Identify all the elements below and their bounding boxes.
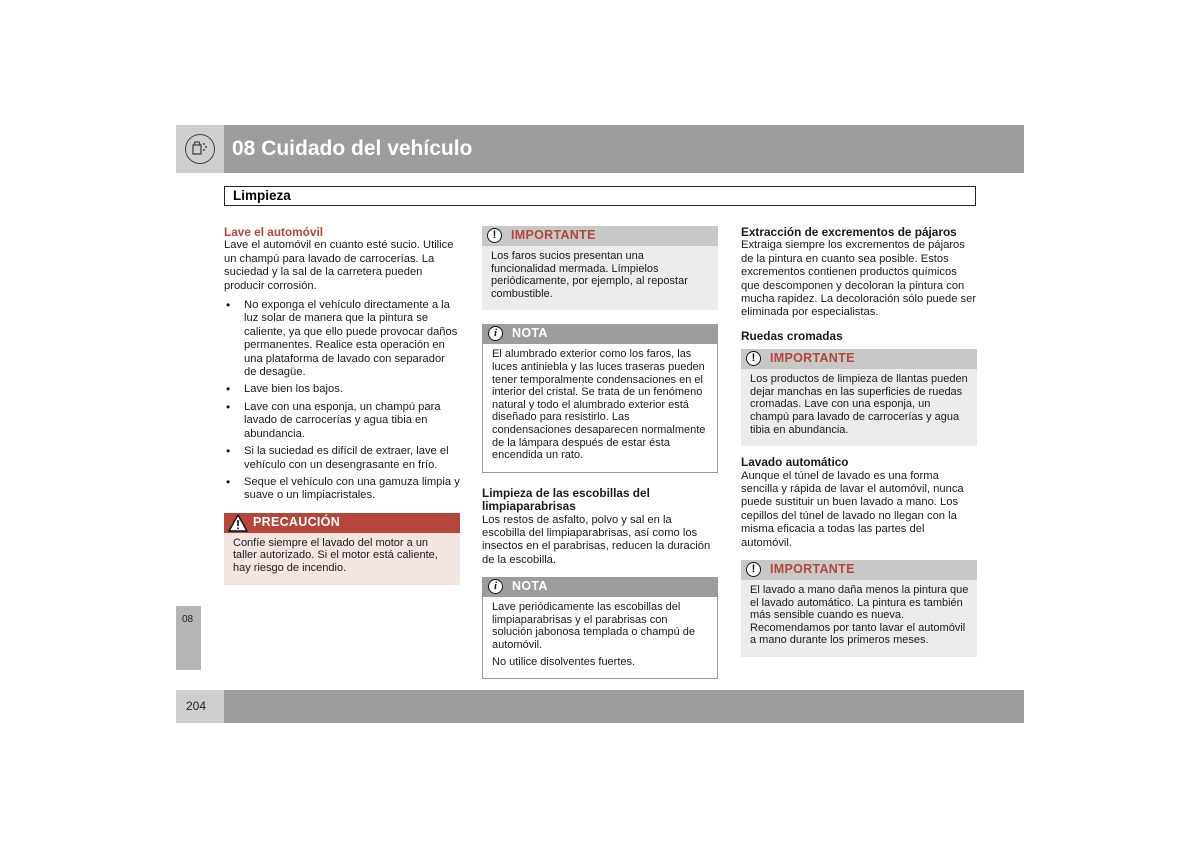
exclamation-icon: ! <box>746 351 761 366</box>
note-text: No utilice disolventes fuertes. <box>492 655 636 668</box>
car-care-icon <box>185 134 215 164</box>
footer-bar <box>224 690 1024 723</box>
wash-car-intro: Lave el automóvil en cuanto esté sucio. Utilice un champú para lavado de carrocerías. La suciedad y la sal de la carretera pueden producir corrosión. <box>224 239 454 292</box>
important-header <box>741 560 977 580</box>
note-text: El alumbrado exterior como los faros, las luces antiniebla y las luces traseras pueden tener temporalmente condensaciones en el interior del cristal. Se trata de un fenómeno natural y todo el alumbrado exterior está diseñado para resistirlo. Las condensaciones desaparecen normalmente de la lámpara después de estar ésta encendida un rato. <box>492 348 706 462</box>
list-item: • Seque el vehículo con una gamuza limpia y suave o un limpiacristales. <box>224 476 460 503</box>
note-label: NOTA <box>512 579 548 594</box>
wash-car-heading: Lave el automóvil <box>224 225 323 239</box>
wash-car-bullet-list <box>224 299 460 503</box>
important-label: IMPORTANTE <box>511 228 596 242</box>
important-text: Los productos de limpieza de llantas pueden dejar manchas en las superficies de ruedas cromadas. Lave con una esponja, un champú para lavado de carrocerías y agua tibia en abundancia. <box>750 373 968 436</box>
exclamation-icon: ! <box>487 228 502 243</box>
caution-text: Confíe siempre el lavado del motor a un taller autorizado. Si el motor está caliente, hay riesgo de incendio. <box>233 536 438 574</box>
chrome-wheels-heading: Ruedas cromadas <box>741 328 843 343</box>
column-2 <box>482 222 718 679</box>
wipers-heading: Limpieza de las escobillas del limpiaparabrisas <box>482 485 650 514</box>
note-condensation-box <box>482 324 718 472</box>
section-title: Limpieza <box>233 188 291 203</box>
chapter-side-tab-label: 08 <box>182 614 194 625</box>
warning-triangle-icon <box>228 514 248 532</box>
list-item: • Lave con una esponja, un champú para lavado de carrocerías y agua tibia en abundancia. <box>224 401 460 441</box>
page-number: 204 <box>186 699 207 713</box>
list-item: • Si la suciedad es difícil de extraer, lave el vehículo con un desengrasante en frío. <box>224 445 460 472</box>
info-icon: i <box>488 579 503 594</box>
exclamation-icon: ! <box>746 562 761 577</box>
important-chrome-box <box>741 349 977 446</box>
caution-box <box>224 513 460 585</box>
note-header <box>483 577 717 597</box>
caution-body <box>224 533 460 585</box>
important-hand-wash-box <box>741 560 977 657</box>
caution-label: PRECAUCIÓN <box>253 514 341 529</box>
list-item: • Lave bien los bajos. <box>224 383 460 396</box>
bird-droppings-heading: Extracción de excrementos de pájaros <box>741 225 957 239</box>
note-wipers-box <box>482 577 718 679</box>
important-text: Los faros sucios presentan una funcionalidad mermada. Límpielos periódicamente, por ejemplo, al repostar combustible. <box>491 250 688 300</box>
list-item: • No exponga el vehículo directamente a la luz solar de manera que la pintura se caliente, ya que ello puede provocar daños permanentes. Realice esta operación en una plataforma de lavado con separador de desagüe. <box>224 299 460 379</box>
note-body <box>483 344 717 471</box>
important-label: IMPORTANTE <box>770 562 855 577</box>
wipers-text: Los restos de asfalto, polvo y sal en la escobilla del limpiaparabrisas, así como los insectos en el parabrisas, reducen la duración de la escobilla. <box>482 513 711 566</box>
important-body <box>741 369 977 446</box>
automatic-wash-text: Aunque el túnel de lavado es una forma sencilla y rápida de lavar el automóvil, nunca puede sustituir un buen lavado a mano. Los cepillos del túnel de lavado no llegan con la misma eficacia a todas las partes del automóvil. <box>741 469 964 549</box>
automatic-wash-heading: Lavado automático <box>741 455 849 470</box>
note-label: NOTA <box>512 326 548 341</box>
important-body <box>741 580 977 657</box>
important-text: El lavado a mano daña menos la pintura que el lavado automático. La pintura es también más sensible cuando es nueva. Recomendamos por tanto lavar el automóvil a mano durante los primeros meses. <box>750 584 969 647</box>
chapter-title: 08 Cuidado del vehículo <box>232 137 473 160</box>
section-title-box <box>224 186 976 206</box>
caution-header <box>224 513 460 533</box>
important-label: IMPORTANTE <box>770 351 855 366</box>
note-header <box>483 324 717 344</box>
important-body <box>482 246 718 310</box>
important-header <box>741 349 977 369</box>
important-header <box>482 226 718 246</box>
column-1 <box>224 226 460 585</box>
note-text: Lave periódicamente las escobillas del limpiaparabrisas y el parabrisas con solución jabonosa templada o champú de automóvil. <box>492 601 696 651</box>
column-3 <box>741 226 977 657</box>
info-icon: i <box>488 326 503 341</box>
bird-droppings-text: Extraiga siempre los excrementos de pájaros de la pintura en cuanto sea posible. Estos excrementos contienen productos químicos que descomponen y decoloran la pintura con mucha rapidez. La decoloración sólo puede ser eliminada por especialistas. <box>741 239 977 319</box>
note-body <box>483 597 717 678</box>
important-headlights-box <box>482 226 718 310</box>
